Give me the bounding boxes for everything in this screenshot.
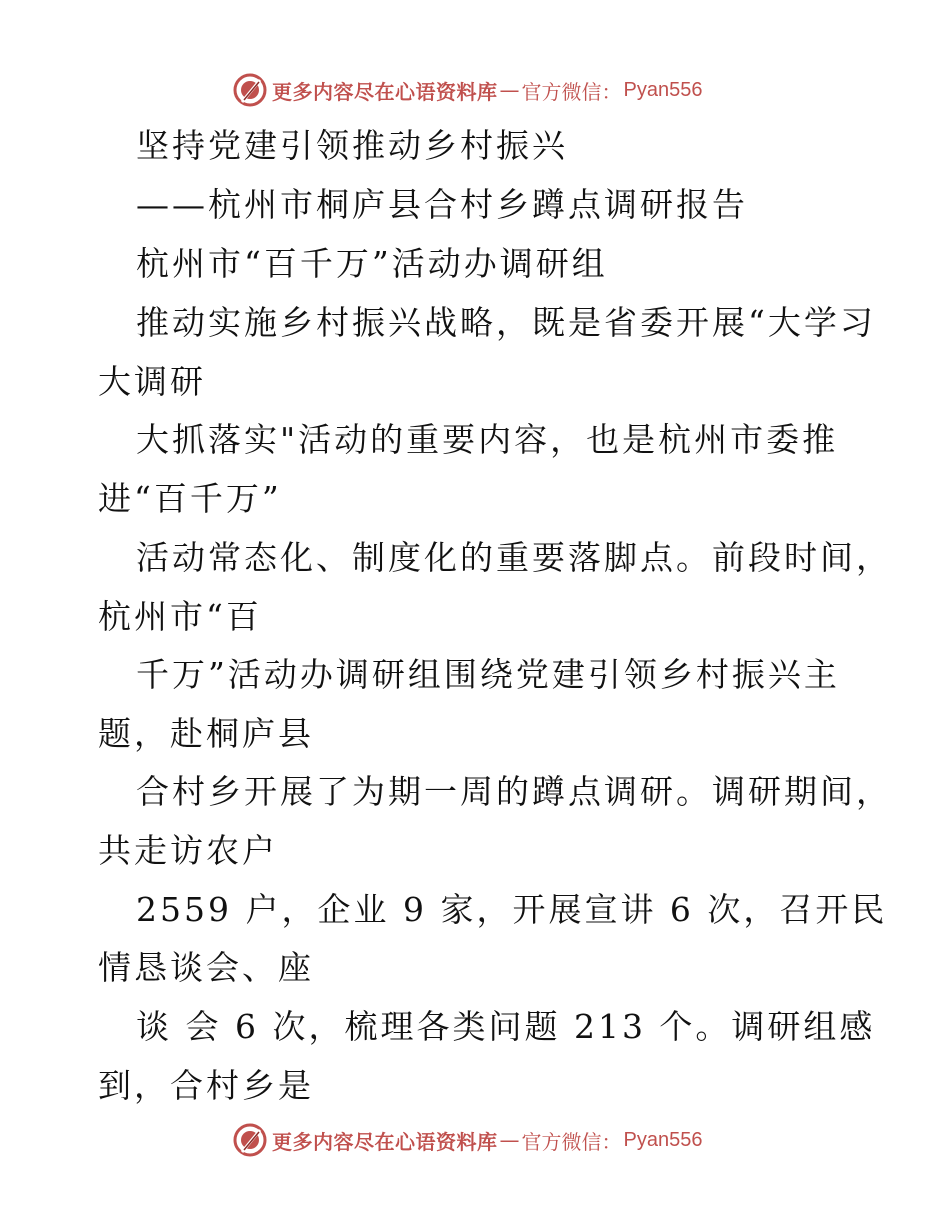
- watermark-wechat-id: Pyan556: [623, 78, 703, 101]
- watermark-official-label: 官方微信：: [521, 1129, 622, 1154]
- body-line: 情恳谈会、座: [98, 948, 314, 987]
- watermark-separator: —: [499, 78, 520, 102]
- body-line: 题，赴桐庐县: [98, 714, 314, 753]
- watermark-text: 更多内容尽在心语资料库: [272, 1129, 498, 1154]
- watermark-official-label: 官方微信：: [521, 79, 622, 104]
- body-line: 共走访农户: [98, 831, 278, 870]
- document-title: 坚持党建引领推动乡村振兴: [136, 126, 568, 165]
- document-author: 杭州市“百千万”活动办调研组: [136, 244, 608, 283]
- document-subtitle: ——杭州市桐庐县合村乡蹲点调研报告: [136, 185, 748, 224]
- body-line: 到，合村乡是: [98, 1066, 314, 1105]
- header-watermark: [232, 70, 702, 110]
- body-line: 杭州市“百: [98, 597, 262, 636]
- watermark-wechat-id: Pyan556: [623, 1128, 703, 1151]
- body-line: 大抓落实"活动的重要内容，也是杭州市委推: [136, 420, 839, 459]
- watermark-separator: —: [499, 1128, 520, 1152]
- body-line: 推动实施乡村振兴战略，既是省委开展“大学习: [136, 303, 876, 342]
- watermark-text: 更多内容尽在心语资料库: [272, 79, 498, 104]
- body-line: 大调研: [98, 362, 206, 401]
- body-line: 合村乡开展了为期一周的蹲点调研。调研期间，: [136, 772, 892, 811]
- body-line: 活动常态化、制度化的重要落脚点。前段时间，: [136, 538, 892, 577]
- body-line: 2559 户，企业 9 家，开展宣讲 6 次，召开民: [136, 890, 888, 929]
- body-line: 谈 会 6 次，梳理各类问题 213 个。调研组感: [136, 1007, 876, 1046]
- logo-icon: [232, 1122, 268, 1158]
- logo-icon: [232, 72, 268, 108]
- footer-watermark: [232, 1120, 702, 1160]
- body-line: 千万”活动办调研组围绕党建引领乡村振兴主: [136, 655, 840, 694]
- body-line: 进“百千万”: [98, 479, 282, 518]
